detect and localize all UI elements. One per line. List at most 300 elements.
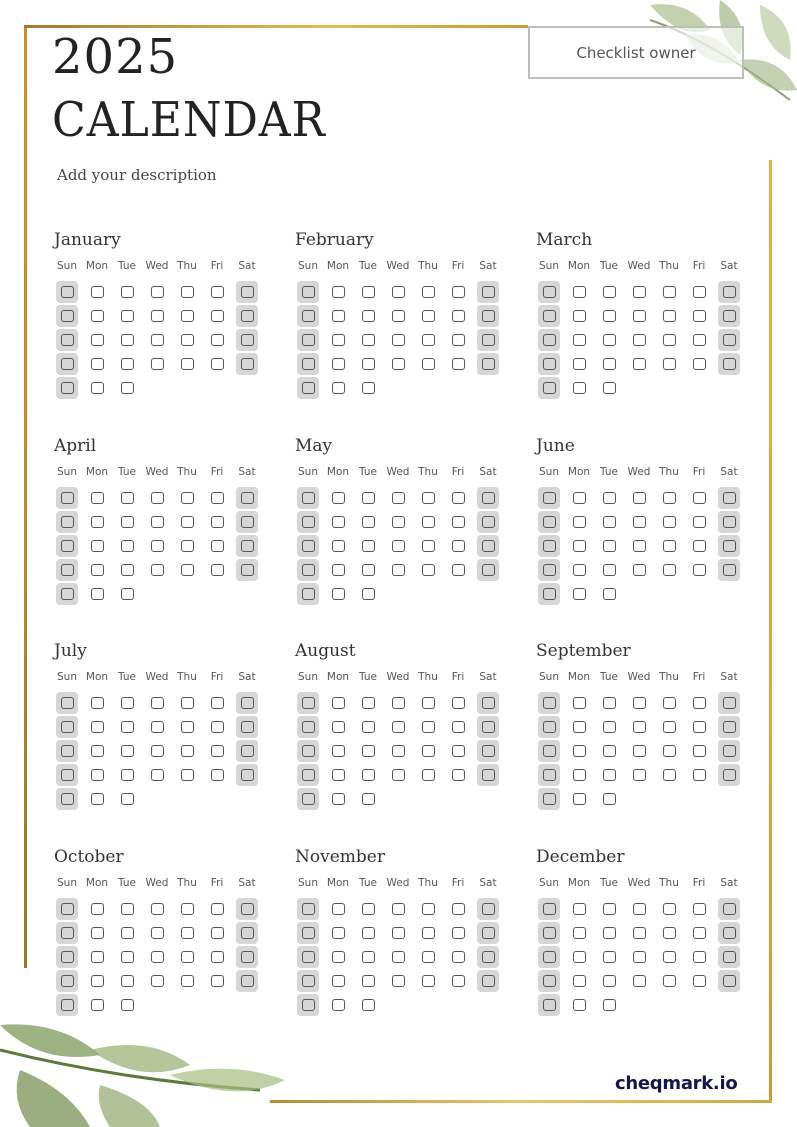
day-checkbox[interactable] <box>142 352 172 376</box>
day-checkbox[interactable] <box>594 376 624 400</box>
day-checkbox[interactable] <box>564 510 594 534</box>
weekend-day-checkbox[interactable] <box>52 763 82 787</box>
day-checkbox[interactable] <box>624 691 654 715</box>
day-checkbox[interactable] <box>142 921 172 945</box>
day-checkbox[interactable] <box>413 969 443 993</box>
day-checkbox[interactable] <box>654 945 684 969</box>
weekend-day-checkbox[interactable] <box>714 486 744 510</box>
day-checkbox[interactable] <box>413 486 443 510</box>
weekend-day-checkbox[interactable] <box>52 280 82 304</box>
day-checkbox[interactable] <box>323 486 353 510</box>
day-checkbox[interactable] <box>654 763 684 787</box>
day-checkbox[interactable] <box>172 969 202 993</box>
day-checkbox[interactable] <box>684 897 714 921</box>
day-checkbox[interactable] <box>353 376 383 400</box>
weekend-day-checkbox[interactable] <box>232 328 262 352</box>
weekend-day-checkbox[interactable] <box>52 352 82 376</box>
day-checkbox[interactable] <box>383 897 413 921</box>
description-text[interactable]: Add your description <box>57 166 217 184</box>
day-checkbox[interactable] <box>564 739 594 763</box>
day-checkbox[interactable] <box>353 352 383 376</box>
day-checkbox[interactable] <box>443 897 473 921</box>
weekend-day-checkbox[interactable] <box>714 510 744 534</box>
day-checkbox[interactable] <box>202 691 232 715</box>
day-checkbox[interactable] <box>624 969 654 993</box>
day-checkbox[interactable] <box>82 376 112 400</box>
day-checkbox[interactable] <box>142 945 172 969</box>
day-checkbox[interactable] <box>564 376 594 400</box>
day-checkbox[interactable] <box>624 352 654 376</box>
weekend-day-checkbox[interactable] <box>534 352 564 376</box>
day-checkbox[interactable] <box>684 328 714 352</box>
day-checkbox[interactable] <box>323 763 353 787</box>
weekend-day-checkbox[interactable] <box>232 715 262 739</box>
weekend-day-checkbox[interactable] <box>534 510 564 534</box>
day-checkbox[interactable] <box>202 328 232 352</box>
weekend-day-checkbox[interactable] <box>52 715 82 739</box>
weekend-day-checkbox[interactable] <box>473 715 503 739</box>
day-checkbox[interactable] <box>624 763 654 787</box>
day-checkbox[interactable] <box>112 921 142 945</box>
day-checkbox[interactable] <box>564 921 594 945</box>
day-checkbox[interactable] <box>624 715 654 739</box>
day-checkbox[interactable] <box>443 763 473 787</box>
day-checkbox[interactable] <box>112 715 142 739</box>
day-checkbox[interactable] <box>594 510 624 534</box>
day-checkbox[interactable] <box>383 969 413 993</box>
day-checkbox[interactable] <box>82 486 112 510</box>
weekend-day-checkbox[interactable] <box>52 510 82 534</box>
day-checkbox[interactable] <box>443 945 473 969</box>
weekend-day-checkbox[interactable] <box>473 328 503 352</box>
day-checkbox[interactable] <box>142 534 172 558</box>
day-checkbox[interactable] <box>443 739 473 763</box>
day-checkbox[interactable] <box>413 280 443 304</box>
day-checkbox[interactable] <box>413 510 443 534</box>
day-checkbox[interactable] <box>383 280 413 304</box>
day-checkbox[interactable] <box>82 691 112 715</box>
weekend-day-checkbox[interactable] <box>52 739 82 763</box>
day-checkbox[interactable] <box>82 787 112 811</box>
day-checkbox[interactable] <box>624 510 654 534</box>
weekend-day-checkbox[interactable] <box>52 921 82 945</box>
weekend-day-checkbox[interactable] <box>293 376 323 400</box>
day-checkbox[interactable] <box>353 534 383 558</box>
day-checkbox[interactable] <box>112 582 142 606</box>
day-checkbox[interactable] <box>654 534 684 558</box>
weekend-day-checkbox[interactable] <box>534 739 564 763</box>
day-checkbox[interactable] <box>323 993 353 1017</box>
day-checkbox[interactable] <box>413 763 443 787</box>
day-checkbox[interactable] <box>564 897 594 921</box>
day-checkbox[interactable] <box>564 534 594 558</box>
day-checkbox[interactable] <box>112 993 142 1017</box>
weekend-day-checkbox[interactable] <box>293 582 323 606</box>
weekend-day-checkbox[interactable] <box>473 921 503 945</box>
day-checkbox[interactable] <box>684 534 714 558</box>
day-checkbox[interactable] <box>112 558 142 582</box>
day-checkbox[interactable] <box>82 510 112 534</box>
day-checkbox[interactable] <box>383 304 413 328</box>
day-checkbox[interactable] <box>142 510 172 534</box>
day-checkbox[interactable] <box>112 763 142 787</box>
day-checkbox[interactable] <box>564 993 594 1017</box>
day-checkbox[interactable] <box>594 763 624 787</box>
day-checkbox[interactable] <box>564 304 594 328</box>
weekend-day-checkbox[interactable] <box>473 763 503 787</box>
weekend-day-checkbox[interactable] <box>293 739 323 763</box>
day-checkbox[interactable] <box>383 534 413 558</box>
day-checkbox[interactable] <box>594 691 624 715</box>
weekend-day-checkbox[interactable] <box>473 969 503 993</box>
day-checkbox[interactable] <box>684 486 714 510</box>
day-checkbox[interactable] <box>323 897 353 921</box>
day-checkbox[interactable] <box>654 486 684 510</box>
weekend-day-checkbox[interactable] <box>232 739 262 763</box>
day-checkbox[interactable] <box>172 534 202 558</box>
weekend-day-checkbox[interactable] <box>714 352 744 376</box>
day-checkbox[interactable] <box>383 921 413 945</box>
day-checkbox[interactable] <box>142 280 172 304</box>
day-checkbox[interactable] <box>624 739 654 763</box>
day-checkbox[interactable] <box>654 739 684 763</box>
day-checkbox[interactable] <box>684 739 714 763</box>
day-checkbox[interactable] <box>172 921 202 945</box>
day-checkbox[interactable] <box>142 969 172 993</box>
day-checkbox[interactable] <box>413 534 443 558</box>
day-checkbox[interactable] <box>82 280 112 304</box>
weekend-day-checkbox[interactable] <box>52 558 82 582</box>
day-checkbox[interactable] <box>684 304 714 328</box>
weekend-day-checkbox[interactable] <box>232 921 262 945</box>
weekend-day-checkbox[interactable] <box>293 558 323 582</box>
day-checkbox[interactable] <box>323 558 353 582</box>
day-checkbox[interactable] <box>172 328 202 352</box>
day-checkbox[interactable] <box>443 304 473 328</box>
day-checkbox[interactable] <box>654 304 684 328</box>
day-checkbox[interactable] <box>172 739 202 763</box>
day-checkbox[interactable] <box>564 691 594 715</box>
weekend-day-checkbox[interactable] <box>534 715 564 739</box>
day-checkbox[interactable] <box>112 739 142 763</box>
day-checkbox[interactable] <box>323 304 353 328</box>
weekend-day-checkbox[interactable] <box>534 328 564 352</box>
weekend-day-checkbox[interactable] <box>293 280 323 304</box>
weekend-day-checkbox[interactable] <box>534 969 564 993</box>
weekend-day-checkbox[interactable] <box>714 739 744 763</box>
day-checkbox[interactable] <box>594 969 624 993</box>
weekend-day-checkbox[interactable] <box>473 352 503 376</box>
weekend-day-checkbox[interactable] <box>52 328 82 352</box>
day-checkbox[interactable] <box>353 739 383 763</box>
weekend-day-checkbox[interactable] <box>534 897 564 921</box>
day-checkbox[interactable] <box>172 715 202 739</box>
day-checkbox[interactable] <box>172 897 202 921</box>
day-checkbox[interactable] <box>112 945 142 969</box>
day-checkbox[interactable] <box>142 558 172 582</box>
weekend-day-checkbox[interactable] <box>232 945 262 969</box>
day-checkbox[interactable] <box>323 534 353 558</box>
weekend-day-checkbox[interactable] <box>714 691 744 715</box>
day-checkbox[interactable] <box>202 763 232 787</box>
weekend-day-checkbox[interactable] <box>473 486 503 510</box>
day-checkbox[interactable] <box>564 969 594 993</box>
day-checkbox[interactable] <box>684 921 714 945</box>
weekend-day-checkbox[interactable] <box>232 352 262 376</box>
day-checkbox[interactable] <box>353 787 383 811</box>
day-checkbox[interactable] <box>413 921 443 945</box>
day-checkbox[interactable] <box>654 280 684 304</box>
day-checkbox[interactable] <box>443 534 473 558</box>
day-checkbox[interactable] <box>684 352 714 376</box>
weekend-day-checkbox[interactable] <box>473 691 503 715</box>
weekend-day-checkbox[interactable] <box>52 993 82 1017</box>
day-checkbox[interactable] <box>383 945 413 969</box>
day-checkbox[interactable] <box>654 715 684 739</box>
weekend-day-checkbox[interactable] <box>714 558 744 582</box>
day-checkbox[interactable] <box>112 897 142 921</box>
day-checkbox[interactable] <box>654 691 684 715</box>
day-checkbox[interactable] <box>443 969 473 993</box>
day-checkbox[interactable] <box>654 352 684 376</box>
day-checkbox[interactable] <box>594 787 624 811</box>
day-checkbox[interactable] <box>564 328 594 352</box>
day-checkbox[interactable] <box>383 486 413 510</box>
day-checkbox[interactable] <box>172 486 202 510</box>
day-checkbox[interactable] <box>202 558 232 582</box>
weekend-day-checkbox[interactable] <box>232 510 262 534</box>
day-checkbox[interactable] <box>383 763 413 787</box>
day-checkbox[interactable] <box>624 486 654 510</box>
weekend-day-checkbox[interactable] <box>473 739 503 763</box>
day-checkbox[interactable] <box>564 945 594 969</box>
day-checkbox[interactable] <box>684 558 714 582</box>
day-checkbox[interactable] <box>82 304 112 328</box>
day-checkbox[interactable] <box>112 787 142 811</box>
day-checkbox[interactable] <box>202 534 232 558</box>
day-checkbox[interactable] <box>564 352 594 376</box>
day-checkbox[interactable] <box>594 534 624 558</box>
day-checkbox[interactable] <box>172 510 202 534</box>
day-checkbox[interactable] <box>82 534 112 558</box>
day-checkbox[interactable] <box>443 715 473 739</box>
weekend-day-checkbox[interactable] <box>52 945 82 969</box>
weekend-day-checkbox[interactable] <box>232 280 262 304</box>
day-checkbox[interactable] <box>142 715 172 739</box>
day-checkbox[interactable] <box>624 945 654 969</box>
day-checkbox[interactable] <box>413 304 443 328</box>
weekend-day-checkbox[interactable] <box>714 969 744 993</box>
day-checkbox[interactable] <box>594 352 624 376</box>
day-checkbox[interactable] <box>564 763 594 787</box>
day-checkbox[interactable] <box>82 993 112 1017</box>
day-checkbox[interactable] <box>323 582 353 606</box>
weekend-day-checkbox[interactable] <box>293 993 323 1017</box>
day-checkbox[interactable] <box>172 691 202 715</box>
day-checkbox[interactable] <box>443 691 473 715</box>
day-checkbox[interactable] <box>202 969 232 993</box>
day-checkbox[interactable] <box>112 486 142 510</box>
day-checkbox[interactable] <box>654 510 684 534</box>
weekend-day-checkbox[interactable] <box>534 691 564 715</box>
weekend-day-checkbox[interactable] <box>473 304 503 328</box>
day-checkbox[interactable] <box>323 921 353 945</box>
day-checkbox[interactable] <box>564 280 594 304</box>
weekend-day-checkbox[interactable] <box>534 304 564 328</box>
weekend-day-checkbox[interactable] <box>714 304 744 328</box>
day-checkbox[interactable] <box>443 558 473 582</box>
day-checkbox[interactable] <box>594 993 624 1017</box>
day-checkbox[interactable] <box>413 715 443 739</box>
day-checkbox[interactable] <box>172 280 202 304</box>
day-checkbox[interactable] <box>413 945 443 969</box>
weekend-day-checkbox[interactable] <box>473 558 503 582</box>
day-checkbox[interactable] <box>323 280 353 304</box>
weekend-day-checkbox[interactable] <box>534 945 564 969</box>
day-checkbox[interactable] <box>112 534 142 558</box>
weekend-day-checkbox[interactable] <box>293 945 323 969</box>
day-checkbox[interactable] <box>82 352 112 376</box>
day-checkbox[interactable] <box>624 304 654 328</box>
day-checkbox[interactable] <box>594 328 624 352</box>
day-checkbox[interactable] <box>564 486 594 510</box>
day-checkbox[interactable] <box>413 739 443 763</box>
day-checkbox[interactable] <box>323 328 353 352</box>
day-checkbox[interactable] <box>112 691 142 715</box>
weekend-day-checkbox[interactable] <box>473 945 503 969</box>
weekend-day-checkbox[interactable] <box>293 691 323 715</box>
weekend-day-checkbox[interactable] <box>232 763 262 787</box>
weekend-day-checkbox[interactable] <box>534 787 564 811</box>
day-checkbox[interactable] <box>383 510 413 534</box>
day-checkbox[interactable] <box>413 691 443 715</box>
day-checkbox[interactable] <box>323 787 353 811</box>
weekend-day-checkbox[interactable] <box>293 969 323 993</box>
day-checkbox[interactable] <box>594 280 624 304</box>
day-checkbox[interactable] <box>202 739 232 763</box>
day-checkbox[interactable] <box>202 715 232 739</box>
day-checkbox[interactable] <box>202 304 232 328</box>
weekend-day-checkbox[interactable] <box>534 558 564 582</box>
day-checkbox[interactable] <box>82 715 112 739</box>
day-checkbox[interactable] <box>202 486 232 510</box>
day-checkbox[interactable] <box>443 280 473 304</box>
day-checkbox[interactable] <box>654 921 684 945</box>
day-checkbox[interactable] <box>564 582 594 606</box>
day-checkbox[interactable] <box>353 280 383 304</box>
day-checkbox[interactable] <box>624 534 654 558</box>
day-checkbox[interactable] <box>112 969 142 993</box>
weekend-day-checkbox[interactable] <box>293 921 323 945</box>
weekend-day-checkbox[interactable] <box>714 715 744 739</box>
day-checkbox[interactable] <box>353 715 383 739</box>
day-checkbox[interactable] <box>624 558 654 582</box>
weekend-day-checkbox[interactable] <box>534 534 564 558</box>
weekend-day-checkbox[interactable] <box>52 969 82 993</box>
day-checkbox[interactable] <box>594 582 624 606</box>
day-checkbox[interactable] <box>353 486 383 510</box>
weekend-day-checkbox[interactable] <box>52 376 82 400</box>
day-checkbox[interactable] <box>202 921 232 945</box>
day-checkbox[interactable] <box>353 921 383 945</box>
day-checkbox[interactable] <box>112 510 142 534</box>
weekend-day-checkbox[interactable] <box>52 486 82 510</box>
day-checkbox[interactable] <box>353 582 383 606</box>
day-checkbox[interactable] <box>142 691 172 715</box>
day-checkbox[interactable] <box>112 304 142 328</box>
day-checkbox[interactable] <box>112 352 142 376</box>
weekend-day-checkbox[interactable] <box>714 534 744 558</box>
day-checkbox[interactable] <box>172 304 202 328</box>
day-checkbox[interactable] <box>383 328 413 352</box>
day-checkbox[interactable] <box>383 352 413 376</box>
day-checkbox[interactable] <box>594 304 624 328</box>
day-checkbox[interactable] <box>202 897 232 921</box>
day-checkbox[interactable] <box>172 763 202 787</box>
day-checkbox[interactable] <box>624 280 654 304</box>
weekend-day-checkbox[interactable] <box>52 534 82 558</box>
day-checkbox[interactable] <box>654 558 684 582</box>
day-checkbox[interactable] <box>594 558 624 582</box>
weekend-day-checkbox[interactable] <box>714 897 744 921</box>
weekend-day-checkbox[interactable] <box>714 921 744 945</box>
weekend-day-checkbox[interactable] <box>52 897 82 921</box>
weekend-day-checkbox[interactable] <box>534 763 564 787</box>
day-checkbox[interactable] <box>323 691 353 715</box>
day-checkbox[interactable] <box>684 945 714 969</box>
day-checkbox[interactable] <box>142 763 172 787</box>
day-checkbox[interactable] <box>564 715 594 739</box>
day-checkbox[interactable] <box>624 328 654 352</box>
weekend-day-checkbox[interactable] <box>293 304 323 328</box>
day-checkbox[interactable] <box>353 945 383 969</box>
day-checkbox[interactable] <box>413 328 443 352</box>
day-checkbox[interactable] <box>684 691 714 715</box>
weekend-day-checkbox[interactable] <box>293 897 323 921</box>
weekend-day-checkbox[interactable] <box>293 328 323 352</box>
day-checkbox[interactable] <box>82 897 112 921</box>
day-checkbox[interactable] <box>353 510 383 534</box>
day-checkbox[interactable] <box>142 328 172 352</box>
day-checkbox[interactable] <box>142 304 172 328</box>
day-checkbox[interactable] <box>353 558 383 582</box>
day-checkbox[interactable] <box>323 945 353 969</box>
day-checkbox[interactable] <box>323 510 353 534</box>
day-checkbox[interactable] <box>594 739 624 763</box>
day-checkbox[interactable] <box>172 558 202 582</box>
day-checkbox[interactable] <box>172 352 202 376</box>
weekend-day-checkbox[interactable] <box>534 993 564 1017</box>
day-checkbox[interactable] <box>202 352 232 376</box>
weekend-day-checkbox[interactable] <box>293 787 323 811</box>
day-checkbox[interactable] <box>142 486 172 510</box>
weekend-day-checkbox[interactable] <box>232 486 262 510</box>
day-checkbox[interactable] <box>353 304 383 328</box>
day-checkbox[interactable] <box>413 558 443 582</box>
weekend-day-checkbox[interactable] <box>714 763 744 787</box>
day-checkbox[interactable] <box>82 969 112 993</box>
weekend-day-checkbox[interactable] <box>714 280 744 304</box>
day-checkbox[interactable] <box>323 715 353 739</box>
weekend-day-checkbox[interactable] <box>232 534 262 558</box>
weekend-day-checkbox[interactable] <box>473 534 503 558</box>
day-checkbox[interactable] <box>323 352 353 376</box>
day-checkbox[interactable] <box>82 739 112 763</box>
day-checkbox[interactable] <box>443 328 473 352</box>
day-checkbox[interactable] <box>202 280 232 304</box>
weekend-day-checkbox[interactable] <box>293 352 323 376</box>
day-checkbox[interactable] <box>82 763 112 787</box>
